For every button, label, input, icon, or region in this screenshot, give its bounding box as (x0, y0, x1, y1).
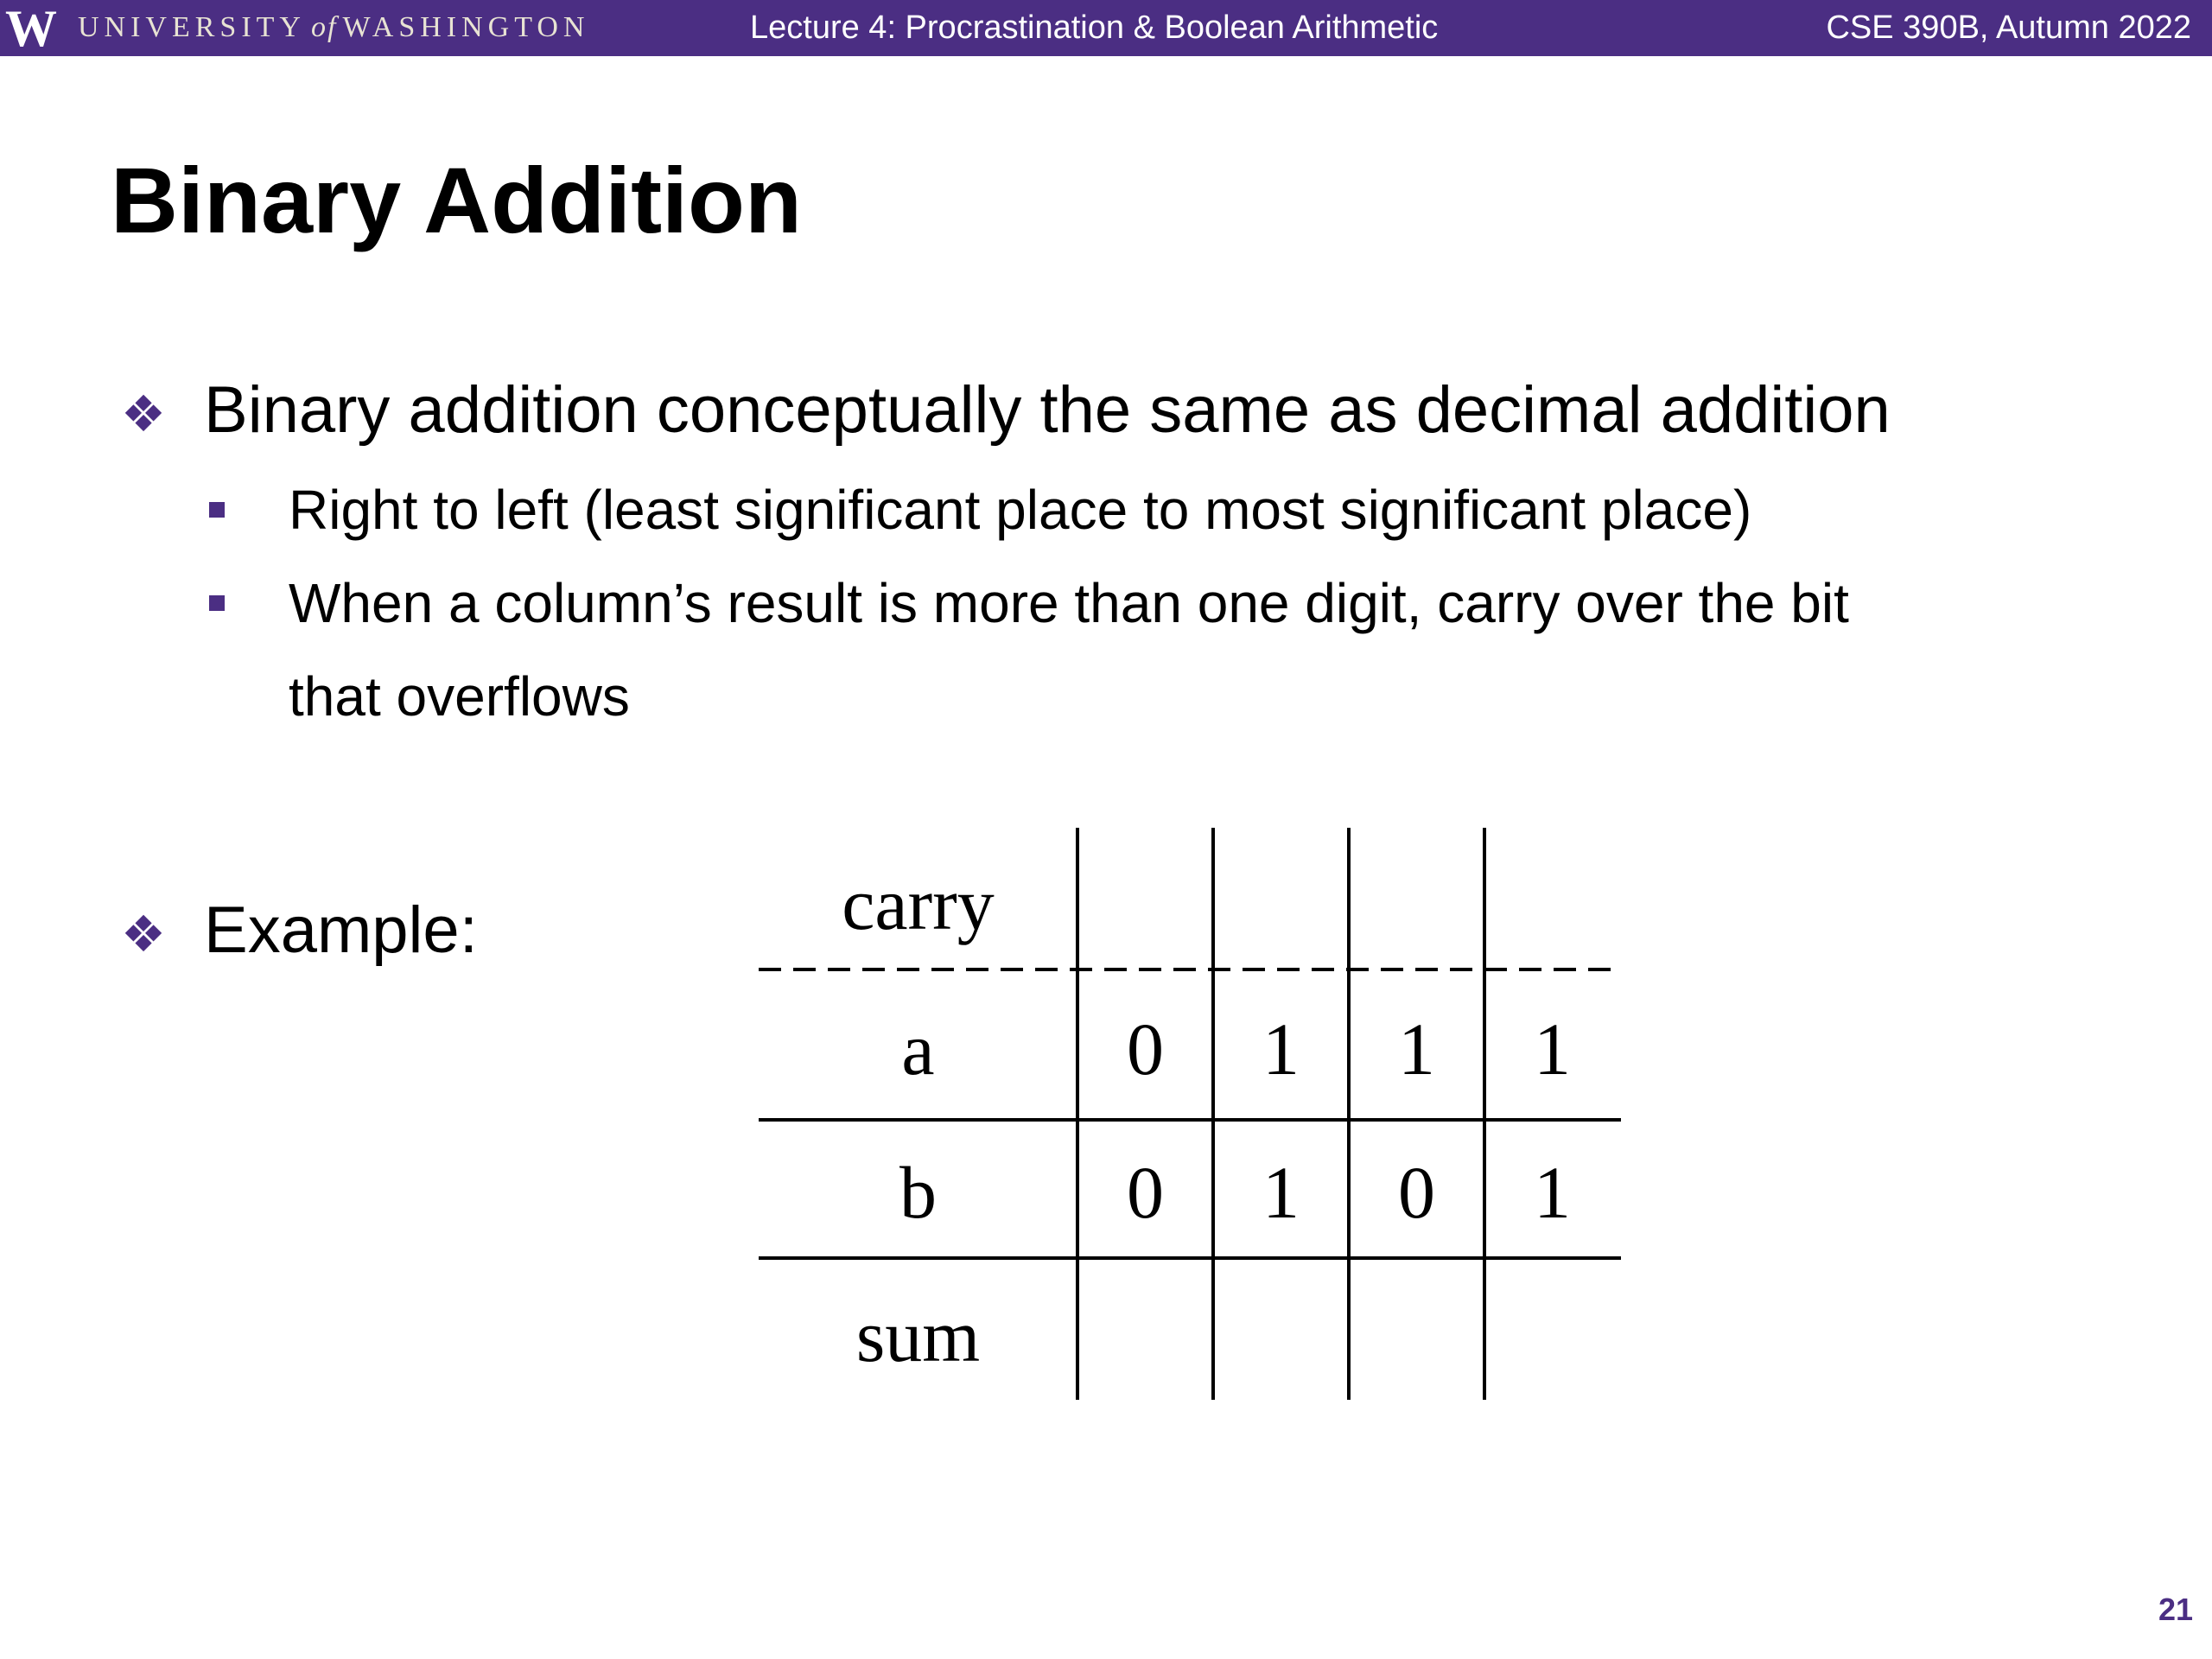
table-cell: 0 (1398, 1151, 1435, 1234)
diamond-cluster-icon: ❖ (121, 385, 166, 443)
row-label-b: b (899, 1151, 937, 1234)
sub-bullet-text: When a column’s result is more than one digit, carry over the bit (289, 572, 1849, 634)
table-cell: 1 (1534, 1007, 1571, 1090)
page-number: 21 (2158, 1592, 2193, 1627)
table-cell: 0 (1127, 1007, 1164, 1090)
slide-title: Binary Addition (111, 148, 802, 252)
table-cell: 1 (1534, 1151, 1571, 1234)
sub-bullet-text: Right to left (least significant place to most significant place) (289, 479, 1752, 541)
table-cell: 1 (1262, 1151, 1300, 1234)
university-name: UNIVERSITY of WASHINGTON (78, 11, 590, 43)
bullet-text: Example: (204, 893, 478, 967)
sub-bullet-text: that overflows (289, 665, 630, 728)
table-cell: 1 (1262, 1007, 1300, 1090)
row-label-sum: sum (855, 1294, 981, 1377)
lecture-title: Lecture 4: Procrastination & Boolean Arithmetic (750, 10, 1439, 46)
table-cell: 0 (1127, 1151, 1164, 1234)
row-label-carry: carry (842, 862, 995, 945)
bullet-text: Binary addition conceptually the same as decimal addition (204, 373, 1891, 447)
row-label-a: a (901, 1007, 935, 1090)
table-cell: 1 (1398, 1007, 1435, 1090)
diamond-cluster-icon: ❖ (121, 905, 166, 963)
uw-logo: W (5, 0, 57, 57)
course-label: CSE 390B, Autumn 2022 (1826, 10, 2191, 46)
